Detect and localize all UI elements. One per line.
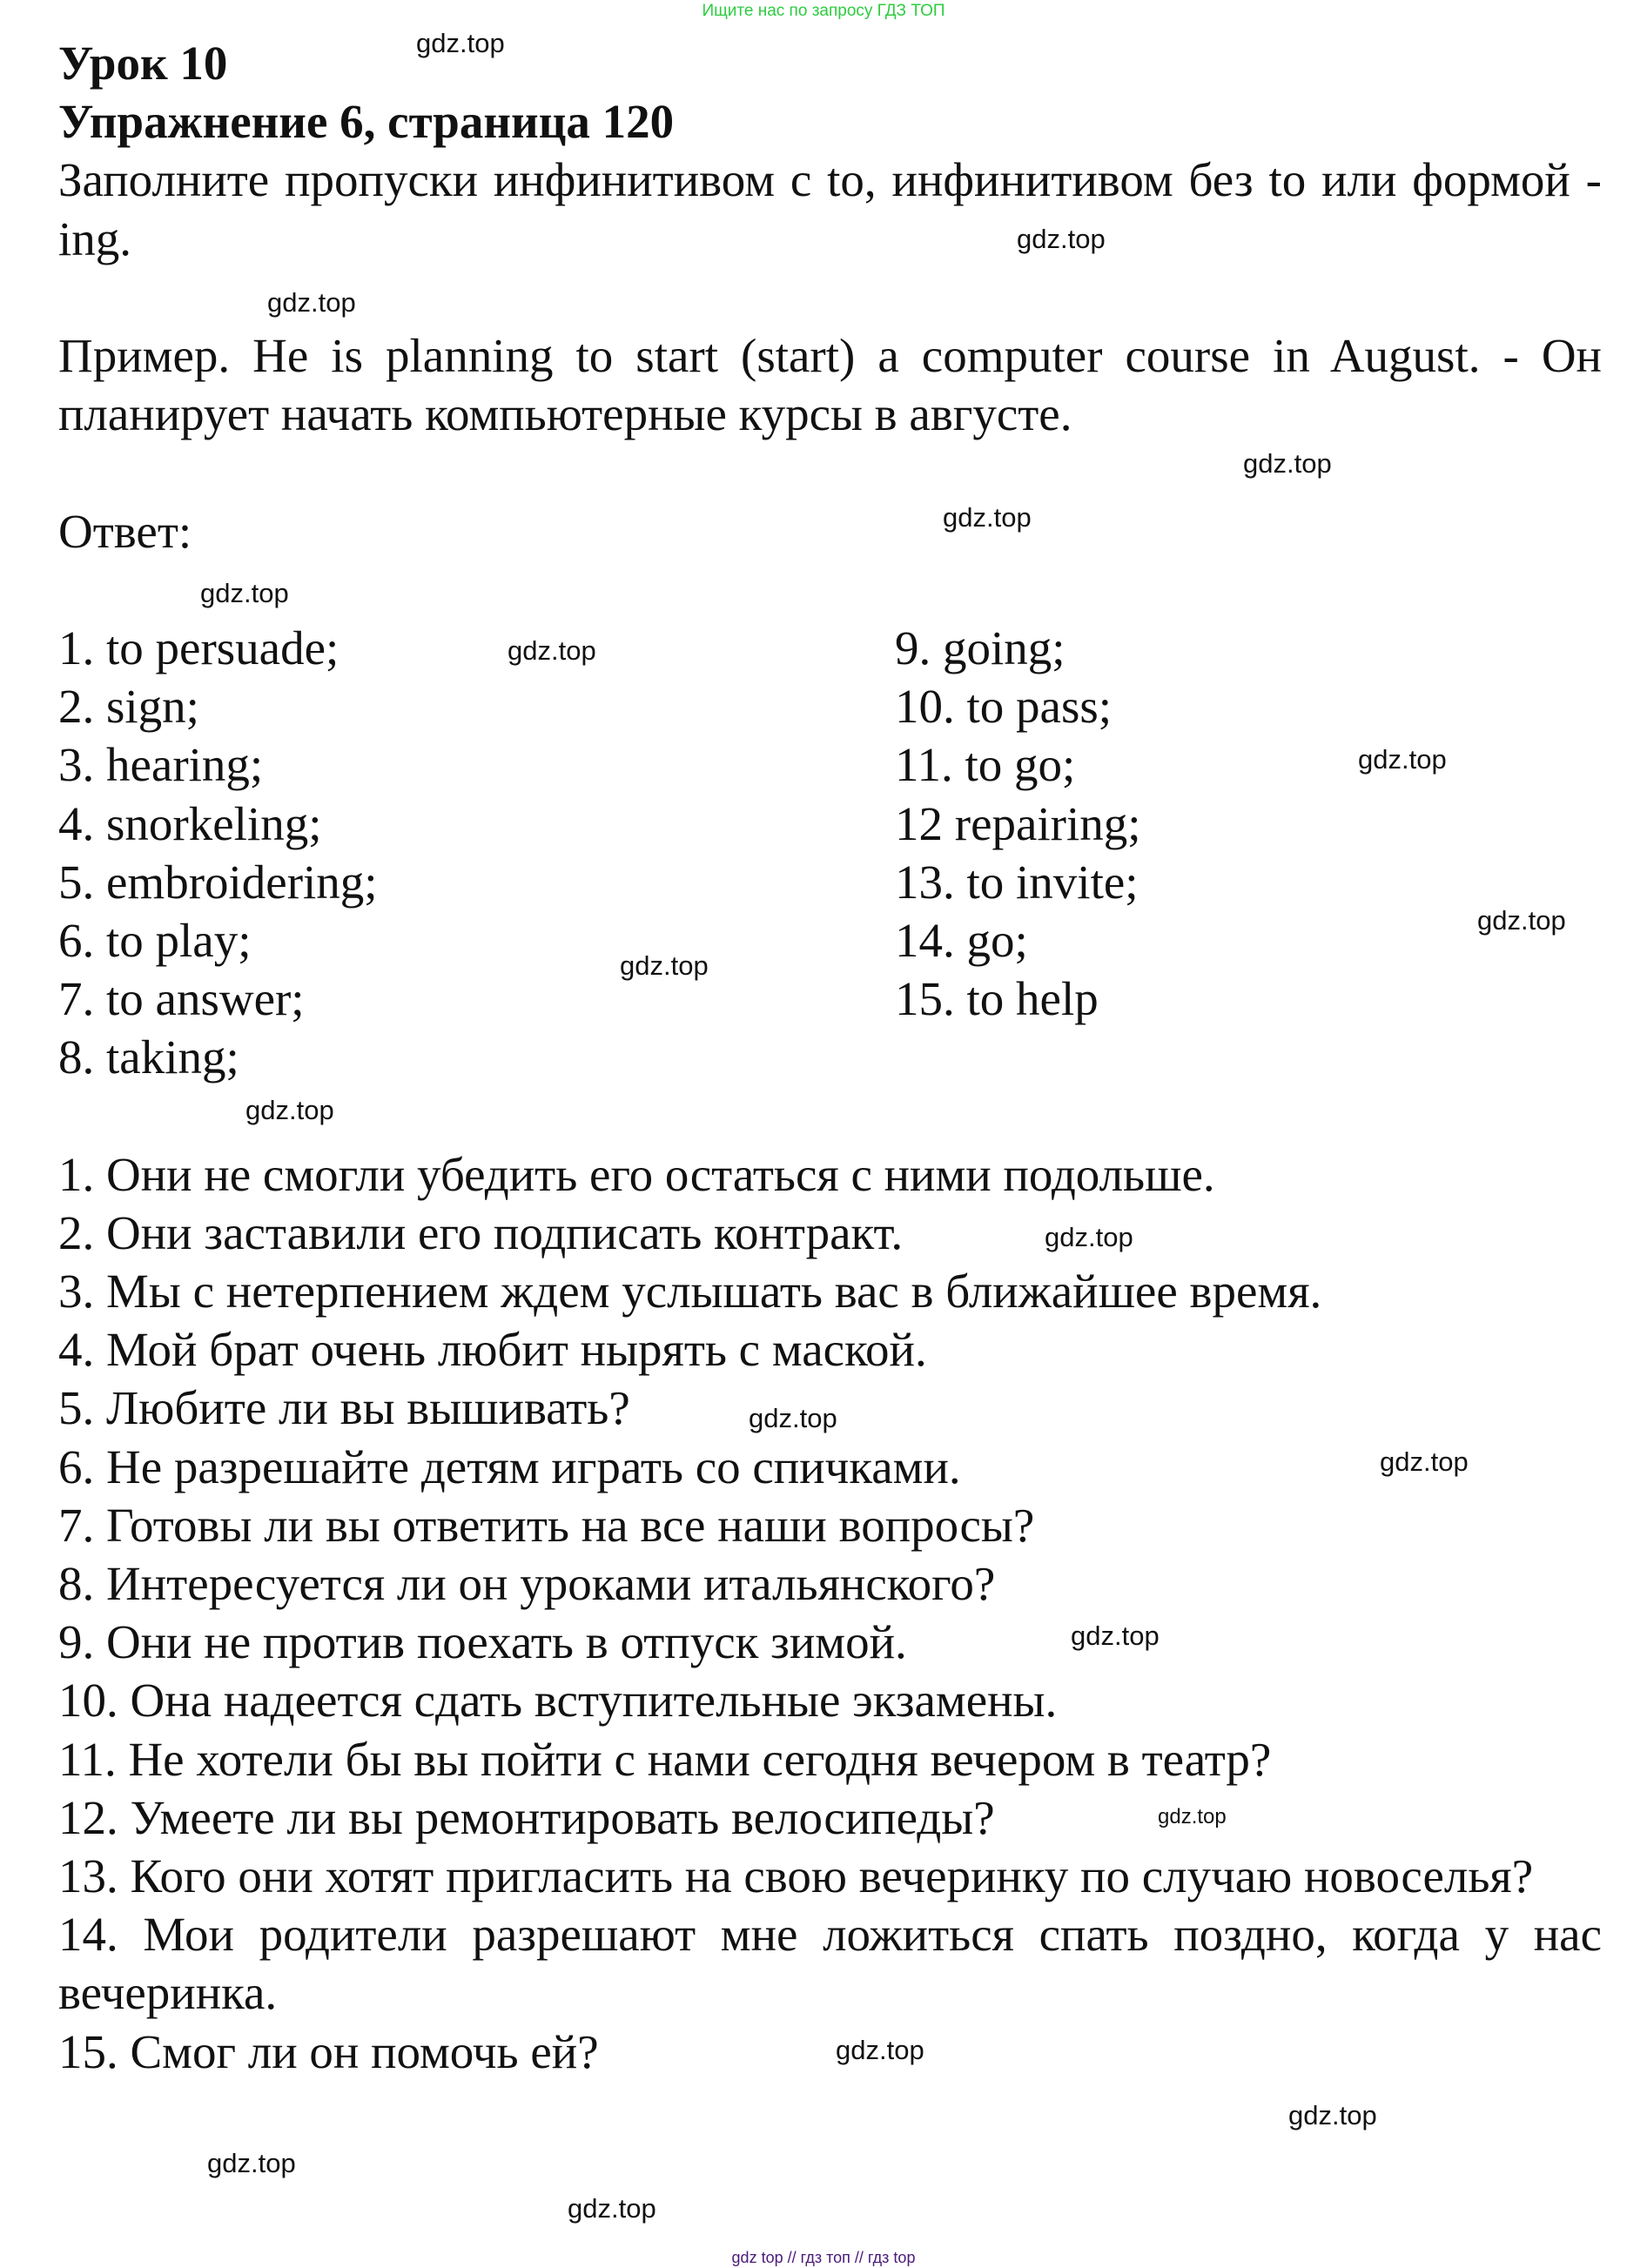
answers-list (58, 619, 1602, 1087)
translation-item: 10. Она надеется сдать вступительные экзамены. (58, 1674, 1058, 1728)
answer-item: 3. hearing; (58, 738, 264, 792)
translation-item: 5. Любите ли вы вышивать? (58, 1381, 630, 1435)
answer-item: 7. to answer; (58, 972, 305, 1026)
answer-item: 4. snorkeling; (58, 796, 322, 850)
answer-item: 15. to help (895, 972, 1099, 1026)
lesson-title: Урок 10 (58, 37, 228, 90)
translation-item: 13. Кого они хотят пригласить на свою вечеринку по случаю новоселья? (58, 1849, 1534, 1903)
answer-item: 1. to persuade; (58, 621, 339, 674)
translation-item: 8. Интересуется ли он уроками итальянского? (58, 1557, 996, 1611)
answer-label: Ответ: (58, 504, 192, 558)
answers-right-column (895, 619, 1602, 1087)
watermark: gdz.top (267, 287, 356, 318)
watermark: gdz.top (1045, 1222, 1133, 1252)
watermark: gdz.top (749, 1403, 837, 1433)
answer-item: 9. going; (895, 621, 1066, 674)
exercise-title: Упражнение 6, страница 120 (58, 95, 675, 149)
watermark: gdz.top (508, 635, 596, 666)
answer-item: 6. to play; (58, 913, 252, 967)
watermark: gdz.top (1158, 1805, 1227, 1828)
translation-item: 4. Мой брат очень любит нырять с маской. (58, 1323, 927, 1377)
example-text: Пример. He is planning to start (start) a computer course in August. - Он планирует начать компьютерные курсы в августе. (58, 328, 1602, 441)
watermark: gdz.top (1071, 1620, 1160, 1651)
translation-item: 12. Умеете ли вы ремонтировать велосипеды? (58, 1790, 995, 1844)
document-body (58, 34, 1602, 2081)
watermark: gdz.top (943, 502, 1032, 533)
watermark: gdz.top (1380, 1446, 1469, 1477)
answer-item: 13. to invite; (895, 855, 1139, 909)
watermark: gdz.top (568, 2193, 656, 2224)
watermark: gdz.top (1017, 224, 1106, 254)
answer-item: 11. to go; (895, 738, 1076, 792)
answer-item: 8. taking; (58, 1030, 239, 1084)
bottom-banner: gdz top // гдз топ // гдз top (731, 2249, 916, 2266)
answer-item: 14. go; (895, 913, 1028, 967)
watermark: gdz.top (245, 1095, 334, 1125)
watermark: gdz.top (1288, 2100, 1377, 2130)
answer-item: 2. sign; (58, 680, 199, 734)
watermark: gdz.top (836, 2035, 924, 2065)
task-text: Заполните пропуски инфинитивом с to, инфинитивом без to или формой -ing. (58, 153, 1602, 265)
translation-item: 15. Смог ли он помочь ей? (58, 2024, 599, 2078)
translation-item: 11. Не хотели бы вы пойти с нами сегодня вечером в театр? (58, 1732, 1272, 1786)
answers-left-column (58, 619, 895, 1087)
translation-item: 7. Готовы ли вы ответить на все наши вопросы? (58, 1498, 1035, 1552)
watermark: gdz.top (416, 28, 505, 58)
watermark: gdz.top (200, 578, 289, 608)
watermark: gdz.top (620, 950, 709, 981)
watermark: gdz.top (1243, 448, 1332, 479)
translation-item: 9. Они не против поехать в отпуск зимой. (58, 1615, 907, 1669)
top-banner: Ищите нас по запросу ГДЗ ТОП (702, 2, 945, 20)
translation-item: 3. Мы с нетерпением ждем услышать вас в ближайшее время. (58, 1265, 1322, 1319)
answer-item: 5. embroidering; (58, 855, 378, 909)
translation-item: 6. Не разрешайте детям играть со спичками. (58, 1439, 961, 1493)
watermark: gdz.top (207, 2148, 296, 2178)
translation-item: 1. Они не смогли убедить его остаться с ними подольше. (58, 1147, 1215, 1201)
watermark: gdz.top (1358, 744, 1447, 775)
watermark: gdz.top (1477, 905, 1566, 936)
translations-list (58, 1145, 1602, 2081)
answer-item: 10. to pass; (895, 680, 1113, 734)
translation-item: 2. Они заставили его подписать контракт. (58, 1205, 904, 1259)
translation-item: 14. Мои родители разрешают мне ложиться спать поздно, когда у нас вечеринка. (58, 1908, 1602, 2020)
answer-item: 12 repairing; (895, 796, 1141, 850)
